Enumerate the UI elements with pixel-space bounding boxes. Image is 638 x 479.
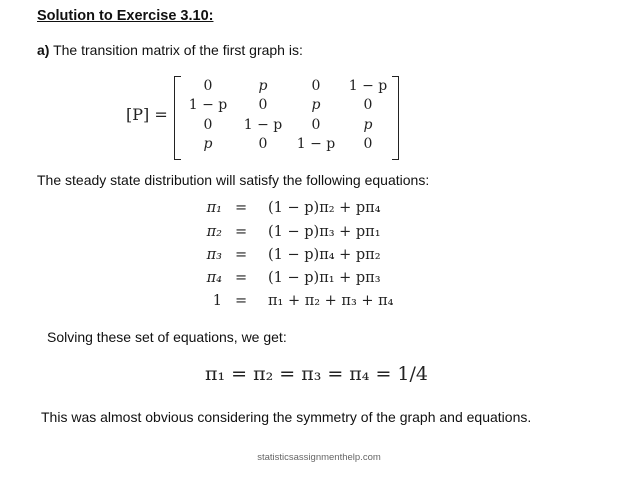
matrix-cell: 0 [258, 97, 268, 113]
equation-equals: = [235, 293, 248, 309]
matrix-cell: 1 − p [188, 97, 228, 113]
equation-rhs: (1 − p)π₃ + pπ₁ [268, 224, 381, 240]
matrix-cell: 0 [363, 136, 373, 152]
equation-rhs: π₁ + π₂ + π₃ + π₄ [268, 293, 394, 309]
matrix-cell: 1 − p [296, 136, 336, 152]
steady-state-text: The steady state distribution will satisfy the following equations: [37, 172, 430, 188]
solution-title: Solution to Exercise 3.10: [37, 8, 214, 24]
equation-lhs: π₃ [206, 247, 222, 263]
matrix-cell: 0 [203, 117, 213, 133]
equation-equals: = [235, 247, 248, 263]
matrix-cell: p [311, 97, 321, 113]
conclusion-text: This was almost obvious considering the symmetry of the graph and equations. [41, 409, 532, 425]
equation-equals: = [235, 270, 248, 286]
equation-lhs: π₂ [206, 224, 222, 240]
part-a-line [37, 42, 303, 58]
equation-rhs: (1 − p)π₂ + pπ₄ [268, 200, 381, 216]
solving-text: Solving these set of equations, we get: [47, 329, 287, 345]
matrix-cell: p [258, 78, 268, 94]
watermark: statisticsassignmenthelp.com [257, 452, 381, 463]
equation-rhs: (1 − p)π₁ + pπ₃ [268, 270, 381, 286]
part-a-text: The transition matrix of the first graph is: [49, 42, 303, 58]
matrix-cell: 0 [311, 78, 321, 94]
matrix-cell: 1 − p [348, 78, 388, 94]
part-a-label: a) [37, 42, 50, 58]
equation-rhs: (1 − p)π₄ + pπ₂ [268, 247, 381, 263]
matrix-cell: p [363, 117, 373, 133]
equation-lhs: π₁ [206, 200, 222, 216]
matrix-label: [P] = [126, 105, 168, 124]
matrix-cell: 0 [258, 136, 268, 152]
result-equation: π₁ = π₂ = π₃ = π₄ = 1/4 [205, 363, 428, 385]
matrix-cell: 0 [311, 117, 321, 133]
matrix-cell: p [203, 136, 213, 152]
matrix-cell: 1 − p [243, 117, 283, 133]
transition-matrix [100, 70, 420, 162]
equation-lhs: π₄ [206, 270, 222, 286]
equation-equals: = [235, 200, 248, 216]
equation-lhs: 1 [212, 293, 222, 309]
matrix-cell: 0 [203, 78, 213, 94]
equation-equals: = [235, 224, 248, 240]
matrix-cell: 0 [363, 97, 373, 113]
